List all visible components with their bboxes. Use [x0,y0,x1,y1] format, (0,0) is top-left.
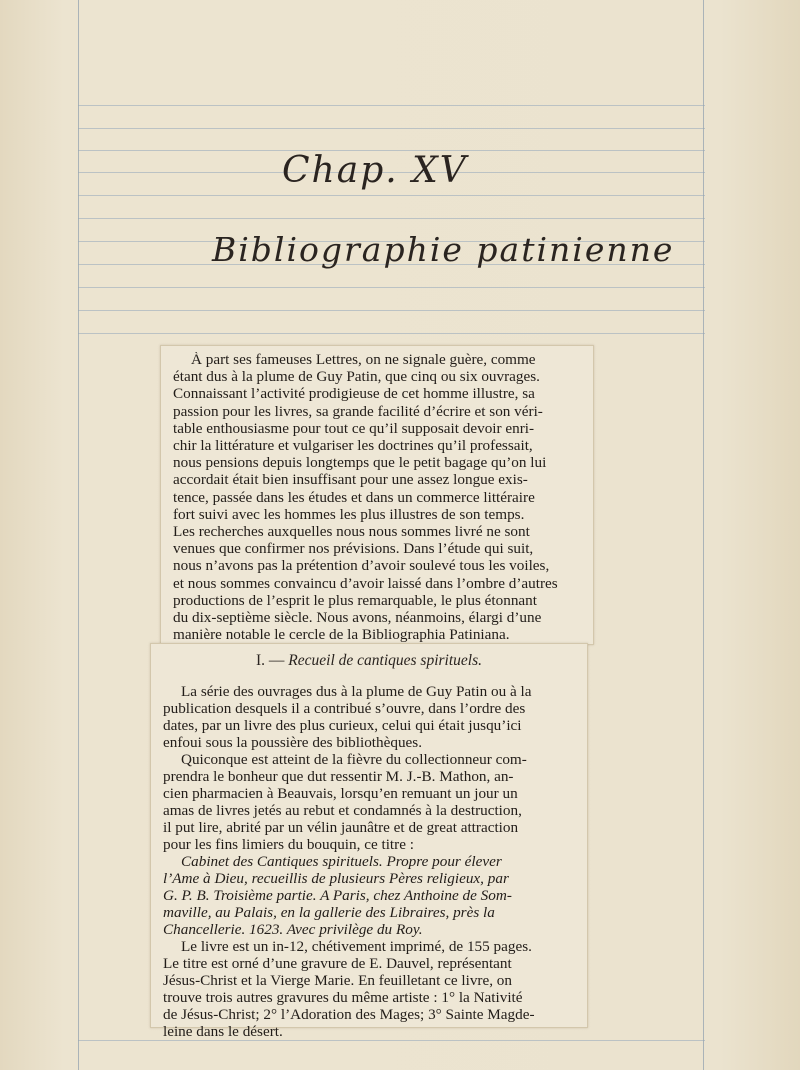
text-line: nous pensions depuis longtemps que le petit bagage qu’on lui [173,455,547,472]
text-line: Chancellerie. 1623. Avec privilège du Roy. [163,922,423,938]
text-line: de Jésus-Christ; 2° l’Adoration des Mages; 3° Sainte Magde- [163,1007,535,1023]
text-line: l’Ame à Dieu, recueillis de plusieurs Pères religieux, par [163,871,509,887]
text-line: fort suivi avec les hommes les plus illustres de son temps. [173,506,525,523]
right-margin-line [703,0,704,1070]
text-line: maville, au Palais, en la gallerie des Libraires, près la [163,905,495,921]
ruled-line [78,195,705,196]
text-line: il put lire, abrité par un vélin jaunâtre et de great attraction [163,820,519,836]
text-line: étant dus à la plume de Guy Patin, que cinq ou six ouvrages. [173,369,540,386]
text-line: passion pour les livres, sa grande facilité d’écrire et son véri- [173,403,543,420]
text-line: trouve trois autres gravures du même artiste : 1° la Nativité [163,990,523,1006]
ruled-line [78,105,705,106]
text-line: Connaissant l’activité prodigieuse de cet homme illustre, sa [173,386,535,403]
text-line: Jésus-Christ et la Vierge Marie. En feuilletant ce livre, on [163,973,512,989]
text-line: et nous sommes convaincu d’avoir laissé dans l’ombre d’autres [173,575,558,592]
text-line: manière notable le cercle de la Bibliographia Patiniana. [173,627,510,644]
text-line: publication desquels il a contribué s’ouvre, dans l’ordre des [163,701,526,717]
text-line: amas de livres jetés au rebut et condamnés à la destruction, [163,803,522,819]
text-line: venues que confirmer nos prévisions. Dans l’étude qui suit, [173,541,534,558]
text-line: Les recherches auxquelles nous nous sommes livré ne sont [173,524,530,540]
text-line: Cabinet des Cantiques spirituels. Propre pour élever [181,854,502,870]
newspaper-clipping-recueil [150,643,588,1040]
ruled-line [78,333,705,334]
text-line: G. P. B. Troisième partie. A Paris, chez Anthoine de Som- [163,888,512,904]
chapter-heading: Chap. XV [282,150,468,191]
text-line: chir la littérature et vulgariser les doctrines qu’il professait, [173,438,533,454]
ruled-line [78,128,705,129]
text-line: leine dans le désert. [163,1024,283,1040]
text-line: Le livre est un in-12, chétivement imprimé, de 155 pages. [181,939,532,955]
ruled-line [78,1040,705,1041]
text-line: Le titre est orné d’une gravure de E. Dauvel, représentant [163,956,512,972]
text-line: Quiconque est atteint de la fièvre du collectionneur com- [181,752,527,768]
left-margin-line [78,0,79,1070]
newspaper-clipping-intro [160,345,594,645]
text-line: productions de l’esprit le plus remarquable, le plus étonnant [173,592,537,609]
text-line: La série des ouvrages dus à la plume de Guy Patin ou à la [181,684,532,700]
text-line: tence, passée dans les études et dans un commerce littéraire [173,489,535,506]
ruled-line [78,310,705,311]
text-line: enfoui sous la poussière des bibliothèques. [163,735,422,751]
text-line: table enthousiasme pour tout ce qu’il supposait devoir enri- [173,420,535,437]
ruled-line [78,218,705,219]
section-title: Recueil de cantiques spirituels. [288,652,482,669]
text-line: accordait était bien insuffisant pour une assez longue exis- [173,472,528,489]
ruled-line [78,287,705,288]
section-number: I. — [255,652,285,669]
handwritten-title: Bibliographie patinienne [212,230,675,269]
text-line: prendra le bonheur que dut ressentir M. J.-B. Mathon, an- [163,769,514,785]
text-line: dates, par un livre des plus curieux, celui qui était jusqu’ici [163,718,522,734]
text-line: À part ses fameuses Lettres, on ne signale guère, comme [191,352,536,368]
text-line: cien pharmacien à Beauvais, lorsqu’en remuant un jour un [163,786,518,802]
text-line: nous n’avons pas la prétention d’avoir soulevé tous les voiles, [173,558,550,575]
section-heading [151,652,587,670]
text-line: pour les fins limiers du bouquin, ce titre : [163,837,414,853]
text-line: du dix-septième siècle. Nous avons, néanmoins, élargi d’une [173,610,542,626]
